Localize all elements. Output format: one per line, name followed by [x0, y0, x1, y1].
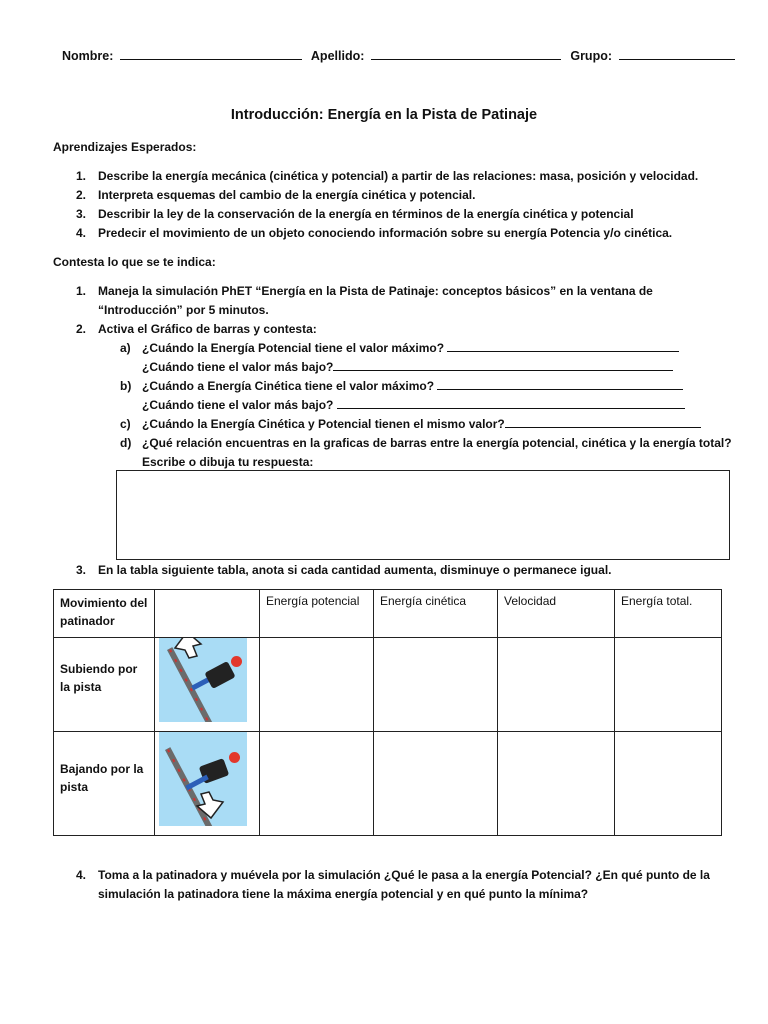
cell-subiendo-velocidad[interactable] — [498, 638, 615, 732]
grupo-label: Grupo: — [570, 49, 613, 63]
q4-list — [53, 866, 710, 904]
down-arrow-icon — [193, 790, 227, 820]
table-header-row — [54, 590, 722, 638]
page-title: Introducción: Energía en la Pista de Patinaje — [230, 107, 538, 123]
contesta-list — [53, 282, 732, 472]
header-image — [155, 590, 260, 638]
cell-bajando-potencial[interactable] — [260, 732, 374, 836]
answer-2b-min[interactable] — [337, 397, 685, 409]
cell-bajando-cinetica[interactable] — [374, 732, 498, 836]
table-row — [54, 638, 722, 732]
aprendizajes-heading: Aprendizajes Esperados: — [53, 140, 197, 154]
answer-2b-max[interactable] — [437, 378, 683, 390]
skater-going-up-image — [155, 638, 260, 732]
table-row — [54, 732, 722, 836]
student-info-header — [62, 48, 741, 63]
cell-bajando-total[interactable] — [615, 732, 722, 836]
header-energia-cinetica: Energía cinética — [374, 590, 498, 638]
apellido-field[interactable] — [371, 48, 561, 60]
answer-box-2d[interactable] — [116, 470, 730, 560]
cell-bajando-velocidad[interactable] — [498, 732, 615, 836]
row-label-bajando: Bajando por la pista — [54, 732, 155, 836]
list-item: 4. Predecir el movimiento de un objeto conociendo información sobre su energía Potencia y/o cinética. — [76, 226, 673, 240]
answer-2a-max[interactable] — [447, 340, 679, 352]
apellido-label: Apellido: — [310, 49, 365, 63]
cell-subiendo-potencial[interactable] — [260, 638, 374, 732]
list-item: 1. Maneja la simulación PhET “Energía en la Pista de Patinaje: conceptos básicos” en la ventana de “Introducción” por 5 minutos. — [76, 284, 653, 317]
header-energia-total: Energía total. — [615, 590, 722, 638]
header-movimiento: Movimiento del patinador — [54, 590, 155, 638]
list-item: 1. Describe la energía mecánica (cinética y potencial) a partir de las relaciones: masa, posición y velocidad. — [76, 169, 699, 183]
nombre-field[interactable] — [120, 48, 302, 60]
contesta-heading: Contesta lo que se te indica: — [53, 255, 216, 269]
energy-table — [53, 589, 722, 836]
q3-list — [53, 561, 611, 580]
list-item: 3. En la tabla siguiente tabla, anota si cada cantidad aumenta, disminuye o permanece igual. — [76, 563, 612, 577]
cell-subiendo-total[interactable] — [615, 638, 722, 732]
skater-going-down-image — [155, 732, 260, 836]
row-label-subiendo: Subiendo por la pista — [54, 638, 155, 732]
answer-2c[interactable] — [505, 416, 701, 428]
header-velocidad: Velocidad — [498, 590, 615, 638]
cell-subiendo-cinetica[interactable] — [374, 638, 498, 732]
list-item: 3. Describir la ley de la conservación de la energía en términos de la energía cinética y potencial — [76, 207, 634, 221]
header-energia-potencial: Energía potencial — [260, 590, 374, 638]
answer-2a-min[interactable] — [333, 359, 673, 371]
list-item: 4. Toma a la patinadora y muévela por la simulación ¿Qué le pasa a la energía Potencial? ¿En qué punto de la simulación la patinadora tiene la máxima energía potencial y en qué punto la mínima? — [76, 868, 710, 901]
aprendizajes-list — [53, 167, 698, 243]
grupo-field[interactable] — [619, 48, 735, 60]
nombre-label: Nombre: — [62, 49, 114, 63]
list-item: 2. Activa el Gráfico de barras y contesta: a) ¿Cuándo la Energía Potencial tiene el valor máximo? ¿Cuándo tiene el valor más bajo? b) ¿Cuándo a Energía Cinética tiene el valor máximo? ¿Cuándo tiene el valor más bajo? c) ¿Cuándo la Energía Cinética y Potencial tienen el mismo valor? d) ¿Qué relación encuentras en la graficas de barras entre la energía potencial, cinética y la energía total? Escribe o dibuja tu respuesta: — [76, 322, 732, 469]
list-item: 2. Interpreta esquemas del cambio de la energía cinética y potencial. — [76, 188, 476, 202]
